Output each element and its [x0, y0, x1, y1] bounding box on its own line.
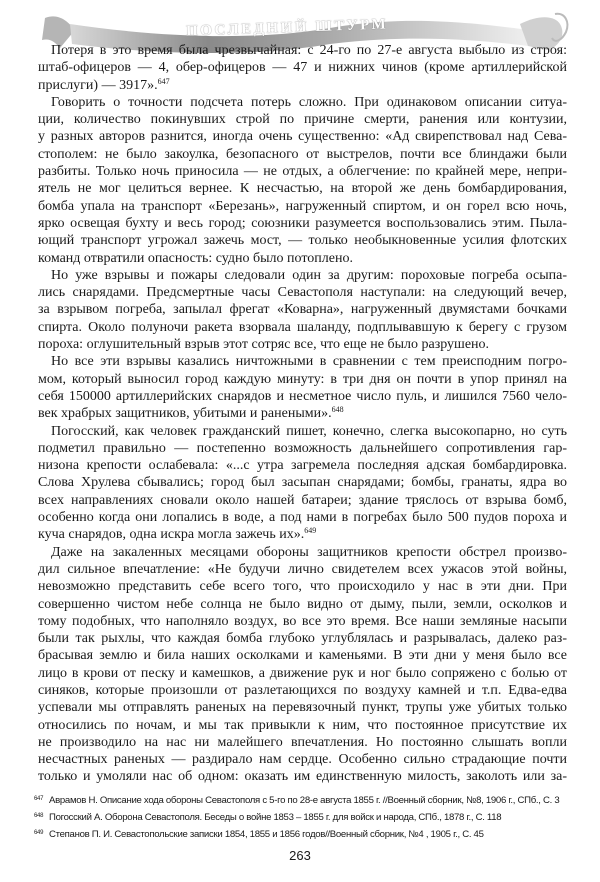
text-line [38, 578, 567, 595]
footnote: 648 Погосский А. Оборона Севастополя. Беседы о войне 1853 – 1855 г. для войск и народа, СПб., 1878 г., С. 118 [34, 812, 502, 823]
line-text: штаб-офицеров — 4, обер-офицеров — 47 и нижних чинов (кроме артиллерийской [38, 60, 567, 76]
paragraph [38, 544, 567, 786]
footnote-text: Степанов П. И. Севастопольские записки 1854, 1855 и 1856 годов//Военный сборник, №4 , 1905 г., С. 45 [49, 829, 484, 840]
line-text: команд отвратили опасность: судно было потоплено. [38, 250, 353, 266]
line-text: подметил правильно — постепенно возможность дальнейшего сопротивления гар- [38, 440, 567, 456]
line-text: Но уже взрывы и пожары следовали один за другим: пороховые погреба осыпа- [51, 267, 567, 283]
text-line [38, 232, 567, 249]
line-text: несчастных раненых — раздирало нам сердце. Особенно сильно страдающие почти [38, 752, 567, 768]
footnote-ref[interactable]: 647 [157, 76, 170, 86]
line-text: себя 150000 артиллерийских снарядов и несметное число пуль, и лишился 7560 чело- [38, 388, 567, 404]
line-text: тому подобных, что наполняло воздух, во все это время. Все наши земляные насыпи [38, 613, 567, 629]
text-line [38, 42, 567, 59]
text-line [38, 198, 567, 215]
line-text: ярко освещая бухту и весь город; союзники разумеется воспользовались этим. Пыла- [38, 215, 567, 231]
text-line [38, 423, 567, 440]
text-line [38, 682, 567, 699]
text-line [38, 215, 567, 232]
line-text: прислуги) — 3917». [38, 77, 158, 93]
line-text: Потеря в это время была чрезвычайная: с 24-го по 27-е августа выбыло из строя: [51, 43, 567, 58]
footnotes [34, 792, 574, 843]
text-line [38, 336, 567, 353]
chapter-title: ПОСЛЕДНИЙ ШТУРМ [185, 16, 389, 40]
text-line [38, 474, 567, 491]
text-line [38, 146, 567, 163]
text-line [38, 768, 567, 785]
line-text: низона крепости ослабевала: «...с утра загремела последняя адская бомбардировка. [38, 458, 567, 474]
line-text: у разных авторов разнится, иногда очень существенно: «Ад свирепствовал над Сева- [38, 129, 567, 145]
line-text: особенно когда они лопались в воде, а под нами в погребах было 500 пудов пороха и [38, 510, 567, 526]
line-text: дил сильное впечатление: «Не будучи лично свидетелем всех ужасов этой войны, [38, 561, 567, 577]
line-text: успевали мы отправлять раненых на перевязочный пункт, трупы уже убитых только [38, 700, 567, 716]
line-text: Даже на закаленных месяцами обороны защитников крепости обстрел произво- [51, 544, 567, 560]
text-line [38, 353, 567, 370]
line-text: лись снарядами. Предсмертные часы Севастополя наступали: на следующий вечер, [38, 285, 567, 301]
text-line [38, 734, 567, 751]
text-line [38, 128, 567, 145]
text-line [38, 544, 567, 561]
text-line [38, 561, 567, 578]
line-text: стополем: не было закоулка, безопасного от выстрелов, почти все блиндажи были [38, 146, 567, 162]
line-text: не производило на нас ни малейшего впечатления. Но постоянно слышать вопли [38, 734, 567, 750]
text-line [38, 613, 567, 630]
line-text: разбиты. Только ночь приносила — не отдых, а облегчение: по крайней мере, непри- [38, 164, 567, 180]
text-line [38, 59, 567, 76]
line-text: ятель не мог целиться вернее. К несчастью, на второй же день бомбардирования, [38, 181, 567, 197]
line-text: Но все эти взрывы казались ничтожными в сравнении с тем преисподним погро- [51, 354, 567, 370]
paragraph [38, 42, 567, 94]
text-line [38, 267, 567, 284]
footnote: 647 Аврамов Н. Описание хода обороны Севастополя с 5-го по 28-е августа 1855 г. //Военный сборник, №8, 1906 г., СПб., С. 3 [34, 795, 560, 806]
paragraph [38, 353, 567, 422]
body-text [38, 42, 567, 786]
text-line [38, 301, 567, 318]
line-text: синяков, которые произошли от разлетающихся по воздуху камней и т.п. Едва-едва [38, 682, 567, 698]
line-text: ции, количество покинувших строй по причине смерти, ранения или контузии, [38, 112, 567, 128]
text-line [38, 492, 567, 509]
line-text: Слова Хрулева сбывались; город был засыпан снарядами; бомбы, гранаты, ядра во [38, 475, 567, 491]
line-text: спирта. Около полуночи ракета взорвала шаланду, подплывавшую к берегу с грузом [38, 319, 567, 335]
line-text: Говорить о точности подсчета потерь сложно. При одинаковом описании ситуа- [51, 94, 567, 110]
text-line [38, 665, 567, 682]
paragraph [38, 423, 567, 544]
line-text: невозможно представить себе всего того, что происходило у нас в эти дни. При [38, 579, 567, 595]
text-line [38, 751, 567, 768]
footnote-ref[interactable]: 648 [331, 405, 344, 415]
page-number: 263 [289, 848, 311, 863]
text-line [38, 717, 567, 734]
text-line [38, 699, 567, 716]
text-line [38, 526, 567, 543]
text-line [38, 284, 567, 301]
text-line [38, 94, 567, 111]
line-text: совершенно чистом небе солнца не было видно от дыму, пыли, земли, осколков и [38, 596, 567, 612]
line-text: мом, который выносил город каждую минуту: в три дня он почти в упор принял на [38, 371, 567, 387]
line-text: век храбрых защитников, убитыми и ранеными». [38, 406, 332, 422]
footnote-text: Погосский А. Оборона Севастополя. Беседы о войне 1853 – 1855 г. для войск и народа, СПб., 1878 г., С. 118 [49, 812, 502, 823]
text-line [38, 319, 567, 336]
line-text: куча снарядов, одна искра могла зажечь их». [38, 527, 305, 543]
line-text: за взрывом погреба, запылал фрегат «Коварна», нагруженный двумястами бочками [38, 302, 567, 318]
paragraph [38, 94, 567, 267]
footnote-text: Аврамов Н. Описание хода обороны Севастополя с 5-го по 28-е августа 1855 г. //Военный сборник, №8, 1906 г., СПб., С. 3 [49, 795, 560, 806]
text-line [38, 77, 567, 94]
line-text: бомба упала на транспорт «Березань», нагруженный спиртом, и он горел всю ночь, [38, 198, 567, 214]
text-line [38, 647, 567, 664]
footnote-ref[interactable]: 649 [304, 526, 317, 536]
line-text: Погосский, как человек гражданский пишет, конечно, слегка высокопарно, но суть [51, 423, 567, 439]
line-text: относились по ночам, и мы так привыкли к ним, что постоянное присутствие их [38, 717, 567, 733]
line-text: пороха: оглушительный взрыв этот сотряс все, что еще не было разрушено. [38, 337, 490, 353]
line-text: всех направлениях сновали около нашей батареи; здание тряслось от взрыва бомб, [38, 492, 567, 508]
line-text: лицо в крови от песку и камешков, а движение рук и ног было сопряжено с болью от [38, 665, 567, 681]
text-line [38, 163, 567, 180]
line-text: брасывая землю и била наших осколками и каменьями. В эти дни у меня было все [38, 648, 567, 664]
text-line [38, 180, 567, 197]
text-line [38, 440, 567, 457]
text-line [38, 250, 567, 267]
text-line [38, 111, 567, 128]
line-text: только и умоляли нас об одном: оказать им единственную милость, заколоть или за- [38, 769, 567, 785]
paragraph [38, 267, 567, 353]
text-line [38, 371, 567, 388]
text-line [38, 630, 567, 647]
line-text: были так рыхлы, что каждая бомба глубоко углублялась и разрывалась, далеко раз- [38, 631, 567, 647]
text-line [38, 405, 567, 422]
text-line [38, 509, 567, 526]
text-line [38, 388, 567, 405]
line-text: ющий транспорт угрожал зажечь мост, — только необыкновенные усилия флотских [38, 233, 567, 249]
footnote: 649 Степанов П. И. Севастопольские записки 1854, 1855 и 1856 годов//Военный сборник, №4 , 1905 г., С. 45 [34, 829, 484, 840]
text-line [38, 457, 567, 474]
text-line [38, 596, 567, 613]
